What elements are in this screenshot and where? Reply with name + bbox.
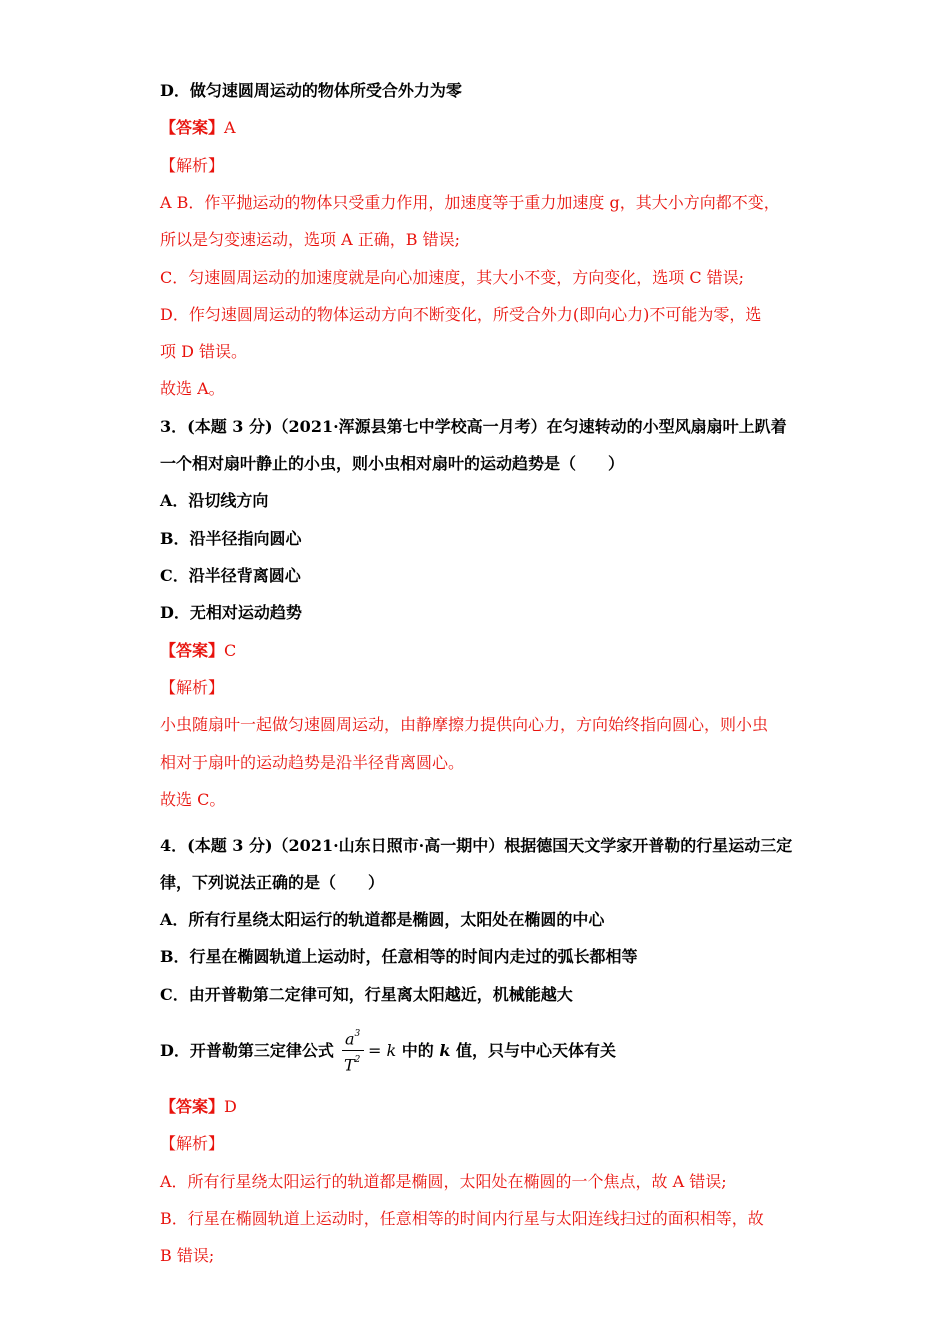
formula-rhs: = k: [368, 1041, 397, 1060]
q4-option-b: B．行星在椭圆轨道上运动时，任意相等的时间内走过的弧长都相等: [160, 947, 638, 966]
q4-analysis-tag: 【解析】: [160, 1134, 225, 1153]
q2-analysis-line: 项 D 错误。: [160, 342, 248, 361]
q2-analysis-line: 所以是匀变速运动，选项 A 正确，B 错误;: [160, 230, 460, 249]
q4-analysis-line: B．行星在椭圆轨道上运动时，任意相等的时间内行星与太阳连线扫过的面积相等，故: [160, 1209, 764, 1228]
fraction-bar: [342, 1050, 364, 1051]
q4-analysis-line: A．所有行星绕太阳运行的轨道都是椭圆，太阳处在椭圆的一个焦点，故 A 错误;: [160, 1172, 727, 1191]
answer-tag: 【答案】: [160, 118, 225, 137]
formula-numerator: $a^3$: [345, 1029, 361, 1049]
answer-tag: 【答案】: [160, 641, 225, 660]
q2-analysis-line: D．作匀速圆周运动的物体运动方向不断变化，所受合外力(即向心力)不可能为零，选: [160, 305, 762, 324]
q4-analysis-line: B 错误;: [160, 1246, 215, 1265]
q3-option-b: B．沿半径指向圆心: [160, 529, 302, 548]
answer-value: A: [224, 118, 236, 137]
q4-stem-line: 律，下列说法正确的是（ ）: [160, 873, 385, 892]
q3-analysis-line: 小虫随扇叶一起做匀速圆周运动，由静摩擦力提供向心力，方向始终指向圆心，则小虫: [160, 715, 769, 734]
q2-analysis-tag: 【解析】: [160, 156, 225, 175]
q4-option-a: A．所有行星绕太阳运行的轨道都是椭圆，太阳处在椭圆的中心: [160, 910, 605, 929]
answer-value: D: [224, 1097, 237, 1116]
q2-analysis-line: C．匀速圆周运动的加速度就是向心加速度，其大小不变，方向变化，选项 C 错误;: [160, 268, 745, 287]
q4-stem-line: 4．(本题 3 分)（2021·山东日照市·高一期中）根据德国天文学家开普勒的行星运动三定: [160, 836, 793, 855]
q3-analysis-line: 故选 C。: [160, 790, 226, 809]
q3-option-a: A．沿切线方向: [160, 491, 269, 510]
q2-option-d: D．做匀速圆周运动的物体所受合外力为零: [160, 81, 462, 100]
q3-stem-line: 3．(本题 3 分)（2021·浑源县第七中学校高一月考）在匀速转动的小型风扇扇叶上趴着: [160, 417, 787, 436]
q3-option-c: C．沿半径背离圆心: [160, 566, 301, 585]
q3-stem-line: 一个相对扇叶静止的小虫，则小虫相对扇叶的运动趋势是（ ）: [160, 454, 625, 473]
q4-answer: [160, 1097, 237, 1117]
formula-denominator: $T^2$: [344, 1055, 361, 1075]
q2-analysis-line: 故选 A。: [160, 379, 225, 398]
answer-value: C: [224, 641, 237, 660]
q2-analysis-line: A B．作平抛运动的物体只受重力作用，加速度等于重力加速度 g，其大小方向都不变，: [160, 193, 780, 212]
answer-tag: 【答案】: [160, 1097, 225, 1116]
kepler-formula-fraction: [342, 1026, 364, 1074]
q3-analysis-tag: 【解析】: [160, 678, 225, 697]
q4-option-c: C．由开普勒第二定律可知，行星离太阳越近，机械能越大: [160, 985, 573, 1004]
option-d-text: 值，只与中心天体有关: [450, 1041, 617, 1060]
q3-option-d: D．无相对运动趋势: [160, 603, 302, 622]
k-symbol: k: [439, 1041, 451, 1060]
q2-answer: [160, 118, 236, 138]
q3-analysis-line: 相对于扇叶的运动趋势是沿半径背离圆心。: [160, 753, 465, 772]
q3-answer: [160, 641, 236, 661]
q4-option-d-suffix: [368, 1041, 616, 1061]
q4-option-d-prefix: D．开普勒第三定律公式: [160, 1041, 334, 1060]
option-d-text: 中的: [396, 1041, 440, 1060]
